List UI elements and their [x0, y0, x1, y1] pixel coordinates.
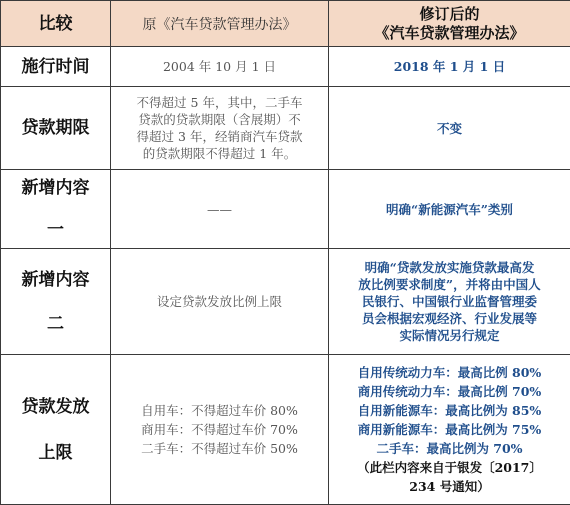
header-row: [1, 1, 570, 47]
revised-cell: 明确“贷款发放实施贷款最高发 放比例要求制度”，并将由中国人 民银行、中国银行业监督管理委 员会根据宏观经济、行业发展等 实际情况另行规定: [329, 249, 570, 355]
table-row: [1, 355, 570, 505]
row-label: 新增内容 二: [1, 249, 111, 355]
table-row: [1, 170, 570, 249]
row-label: 施行时间: [1, 47, 111, 87]
header-original: 原《汽车贷款管理办法》: [111, 1, 329, 47]
header-revised: 修订后的 《汽车贷款管理办法》: [329, 1, 570, 47]
original-cell: ——: [111, 170, 329, 249]
table-row: [1, 47, 570, 87]
row-label: 贷款期限: [1, 87, 111, 170]
header-compare: 比较: [1, 1, 111, 47]
original-cell: 自用车：不得超过车价 80% 商用车：不得超过车价 70% 二手车：不得超过车价 50%: [111, 355, 329, 505]
revised-cell: 明确“新能源汽车”类别: [329, 170, 570, 249]
revised-cell: 不变: [329, 87, 570, 170]
table-row: [1, 249, 570, 355]
row-label: 新增内容 一: [1, 170, 111, 249]
original-cell: 不得超过 5 年，其中，二手车 贷款的贷款期限（含展期）不 得超过 3 年，经销商汽车贷款 的贷款期限不得超过 1 年。: [111, 87, 329, 170]
original-cell: 设定贷款发放比例上限: [111, 249, 329, 355]
row-label: 贷款发放 上限: [1, 355, 111, 505]
revised-cell: 2018 年 1 月 1 日: [329, 47, 570, 87]
revised-cell: 自用传统动力车：最高比例 80% 商用传统动力车：最高比例 70% 自用新能源车：最高比例为 85% 商用新能源车：最高比例为 75% 二手车：最高比例为 70% （此栏内容来自于银发〔2017〕 234 号通知）: [329, 355, 570, 505]
table-row: [1, 87, 570, 170]
original-cell: 2004 年 10 月 1 日: [111, 47, 329, 87]
